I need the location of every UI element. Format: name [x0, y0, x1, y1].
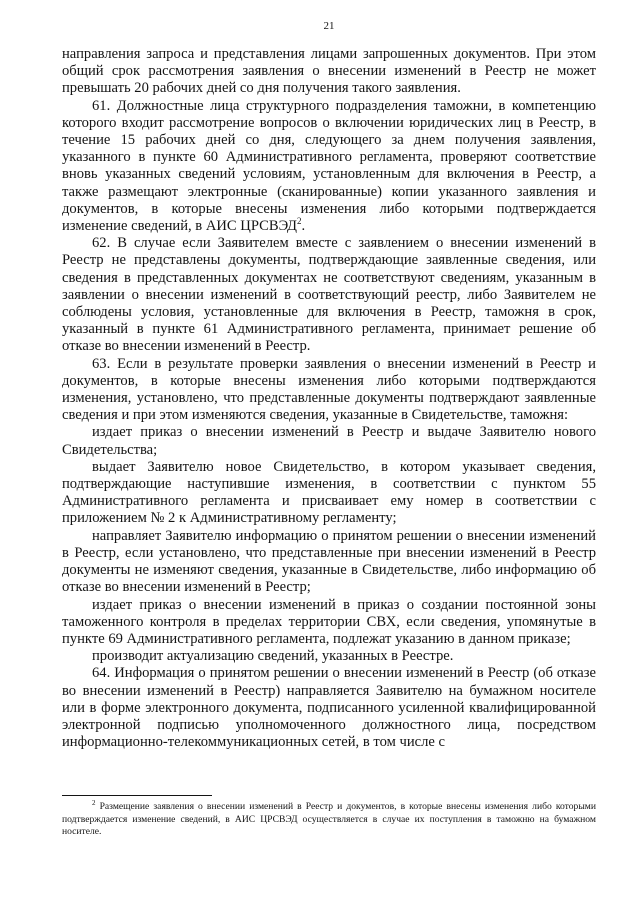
- footnote-marker: 2: [92, 798, 96, 807]
- paragraph-62: 62. В случае если Заявителем вместе с заявлением о внесении изменений в Реестр не представлены документы, подтверждающие заявленные сведения, или сведения в представленных документах не соответствуют сведениям, указанным в заявлении о внесении изменений в соответствующий реестр, либо Заявителем не соблюдены условия, установленные для включения в Реестр, таможня в срок, указанный в пункте 61 Административного регламента, принимает решение об отказе во внесении изменений в Реестр.: [62, 235, 596, 355]
- footnote-divider: [62, 795, 212, 796]
- list-item-certificate: выдает Заявителю новое Свидетельство, в котором указывает сведения, подтверждающие наступившие изменения, в соответствии с пунктом 55 Административного регламента и присваивает ему номер в соответствии с приложением № 2 к Административному регламенту;: [62, 458, 596, 527]
- list-item-order: издает приказ о внесении изменений в Реестр и выдаче Заявителю нового Свидетельства;: [62, 424, 596, 458]
- paragraph-64: 64. Информация о принятом решении о внесении изменений в Реестр (об отказе во внесении изменений в Реестр) направляется Заявителю на бумажном носителе или в форме электронного документа, подписанного усиленной квалифицированной электронной подписью уполномоченного должностного лица, посредством информационно-телекоммуникационных сетей, в том числе с: [62, 665, 596, 751]
- page-number: 21: [323, 20, 335, 32]
- paragraph-continuation: направления запроса и представления лицами запрошенных документов. При этом общий срок рассмотрения заявления о внесении изменений в Реестр не может превышать 20 рабочих дней со дня получения такого заявления.: [62, 46, 596, 97]
- footnote-ref-2[interactable]: 2: [296, 216, 302, 227]
- list-item-notify: направляет Заявителю информацию о принятом решении о внесении изменений в Реестр, если установлено, что представленные при внесении изменений в Реестр документы не изменяют сведения, указанные в Свидетельстве, либо информацию об отказе во внесении изменений в Реестр;: [62, 527, 596, 596]
- list-item-update: производит актуализацию сведений, указанных в Реестре.: [92, 648, 454, 665]
- footnote: [62, 798, 596, 839]
- footnote-text: Размещение заявления о внесении изменений в Реестр и документов, в которые внесены изменения либо которыми подтверждается изменение сведений, в АИС ЦРСВЭД осуществляется в случае их поступления в таможню на бумажном носителе.: [62, 801, 596, 838]
- body-text: [62, 46, 596, 751]
- paragraph-61: 61. Должностные лица структурного подразделения таможни, в компетенцию которого входит рассмотрение вопросов о включении юридических лиц в Реестр, в течение 15 рабочих дней со дня, следующего за днем получения заявления, указанного в пункте 60 Административного регламента, проверяют соответствие вновь указанных сведений условиям, установленным для включения в Реестр, а также размещают электронные (сканированные) копии указанного заявления и документов, в которые внесены изменения либо которыми подтверждается изменение сведений, в АИС ЦРСВЭД$^2$.: [62, 97, 596, 235]
- paragraph-63: 63. Если в результате проверки заявления о внесении изменений в Реестр и документов, в которые внесены изменения либо которыми подтверждаются изменения, установлено, что представленные документы подтверждают заявленные сведения и при этом изменяются сведения, указанные в Свидетельстве, таможня:: [62, 355, 596, 424]
- list-item-customs-zone: издает приказ о внесении изменений в приказ о создании постоянной зоны таможенного контроля в пределах территории СВХ, если сведения, упомянутые в пункте 69 Административного регламента, подлежат указанию в данном приказе;: [62, 596, 596, 647]
